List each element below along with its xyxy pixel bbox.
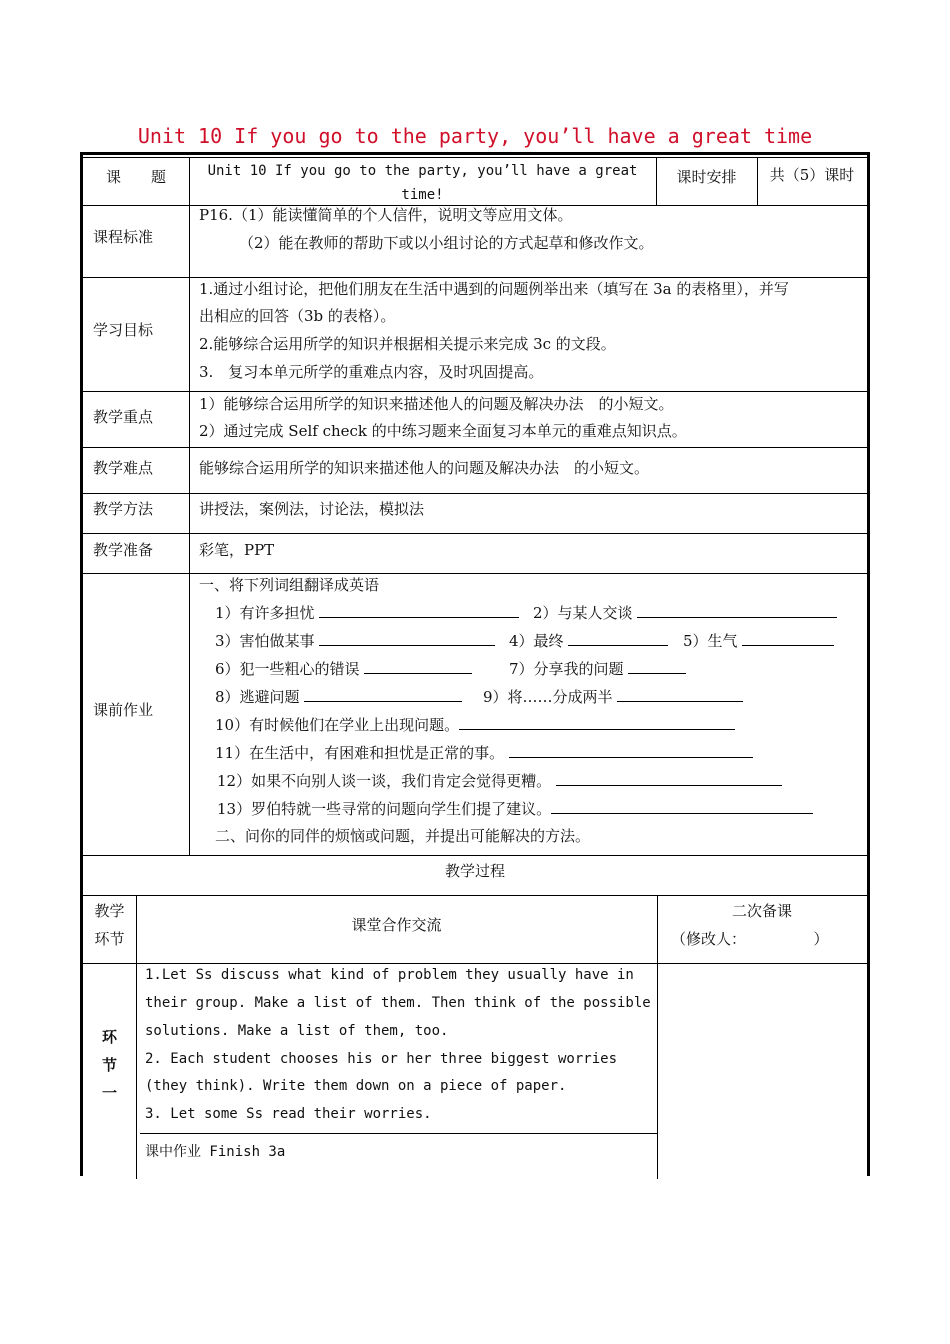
stage-one-label: 一 (101, 1084, 117, 1102)
homework-item: 12）如果不向别人谈一谈，我们肯定会觉得更糟。 (217, 767, 782, 795)
homework-item: 4）最终 (509, 627, 668, 655)
activity-header: 课堂合作交流 (351, 916, 442, 934)
homework-item: 13）罗伯特就一些寻常的问题向学生们提了建议。 (217, 795, 813, 823)
homework-item: 11）在生活中，有困难和担忧是正常的事。 (215, 739, 753, 767)
revision-note: （修改人： ） (671, 930, 829, 948)
goals-label: 学习目标 (93, 321, 154, 339)
goal-line: 出相应的回答（3b 的表格）。 (199, 307, 396, 325)
homework-item: 3）害怕做某事 (215, 627, 495, 655)
activity-line: 1.Let Ss discuss what kind of problem they usually have in (145, 967, 634, 983)
topic-label: 课 题 (105, 168, 166, 186)
homework-item: 2）与某人交谈 (533, 599, 837, 627)
stage-one-label: 环 (101, 1028, 117, 1046)
homework-item: 7）分享我的问题 (509, 655, 686, 683)
standard-label: 课程标准 (93, 228, 154, 246)
goal-line: 3. 复习本单元所学的重难点内容，及时巩固提高。 (199, 363, 544, 381)
homework-label: 课前作业 (93, 701, 154, 719)
homework-footer: 二、问你的同伴的烦恼或问题，并提出可能解决的方法。 (215, 827, 591, 845)
activity-line: 2. Each student chooses his or her three biggest worries (145, 1051, 618, 1067)
activity-line: solutions. Make a list of them, too. (145, 1023, 449, 1039)
stage-header: 环节 (94, 930, 125, 948)
lesson-plan-table (80, 152, 870, 1176)
homework-item: 1）有许多担忧 (215, 599, 519, 627)
goal-line: 2.能够综合运用所学的知识并根据相关提示来完成 3c 的文段。 (199, 335, 616, 353)
standard-line: P16.（1）能读懂简单的个人信件，说明文等应用文体。 (199, 206, 573, 224)
document-title: Unit 10 If you go to the party, you’ll have a great time (137, 124, 813, 148)
homework-item: 5）生气 (683, 627, 834, 655)
key-points-label: 教学重点 (93, 408, 154, 426)
homework-item: 8）逃避问题 (215, 683, 462, 711)
goal-line: 1.通过小组讨论，把他们朋友在生活中遇到的问题例举出来（填写在 3a 的表格里），并写 (199, 280, 789, 298)
homework-heading: 一、将下列词组翻译成英语 (199, 576, 380, 594)
topic-title-line1: Unit 10 If you go to the party, you’ll have a great (207, 163, 638, 179)
homework-item: 10）有时候他们在学业上出现问题。 (215, 711, 735, 739)
schedule-value: 共（5）课时 (769, 166, 855, 184)
standard-line: （2）能在教师的帮助下或以小组讨论的方式起草和修改作文。 (239, 234, 654, 252)
homework-item: 9）将……分成两半 (483, 683, 743, 711)
activity-line: their group. Make a list of them. Then think of the possible (145, 995, 651, 1011)
methods-text: 讲授法，案例法，讨论法，模拟法 (199, 500, 425, 518)
activity-line: 3. Let some Ss read their worries. (145, 1106, 432, 1122)
stage-one-label: 节 (101, 1056, 117, 1074)
key-point-line: 2）通过完成 Self check 的中练习题来全面复习本单元的重难点知识点。 (199, 422, 687, 440)
difficulties-text: 能够综合运用所学的知识来描述他人的问题及解决办法 的小短文。 (199, 459, 650, 477)
revision-header: 二次备课 (731, 902, 792, 920)
homework-item: 6）犯一些粗心的错误 (215, 655, 472, 683)
activity-line: (they think). Write them down on a piece of paper. (145, 1078, 567, 1094)
key-point-line: 1）能够综合运用所学的知识来描述他人的问题及解决办法 的小短文。 (199, 395, 674, 413)
process-heading: 教学过程 (444, 862, 505, 880)
topic-title-line2: time! (401, 187, 444, 203)
prep-label: 教学准备 (93, 541, 154, 559)
stage-header: 教学 (94, 902, 125, 920)
schedule-label: 课时安排 (676, 168, 737, 186)
difficulties-label: 教学难点 (93, 459, 154, 477)
in-class-homework: 课中作业 Finish 3a (145, 1144, 286, 1160)
prep-text: 彩笔，PPT (199, 541, 275, 559)
methods-label: 教学方法 (93, 500, 154, 518)
